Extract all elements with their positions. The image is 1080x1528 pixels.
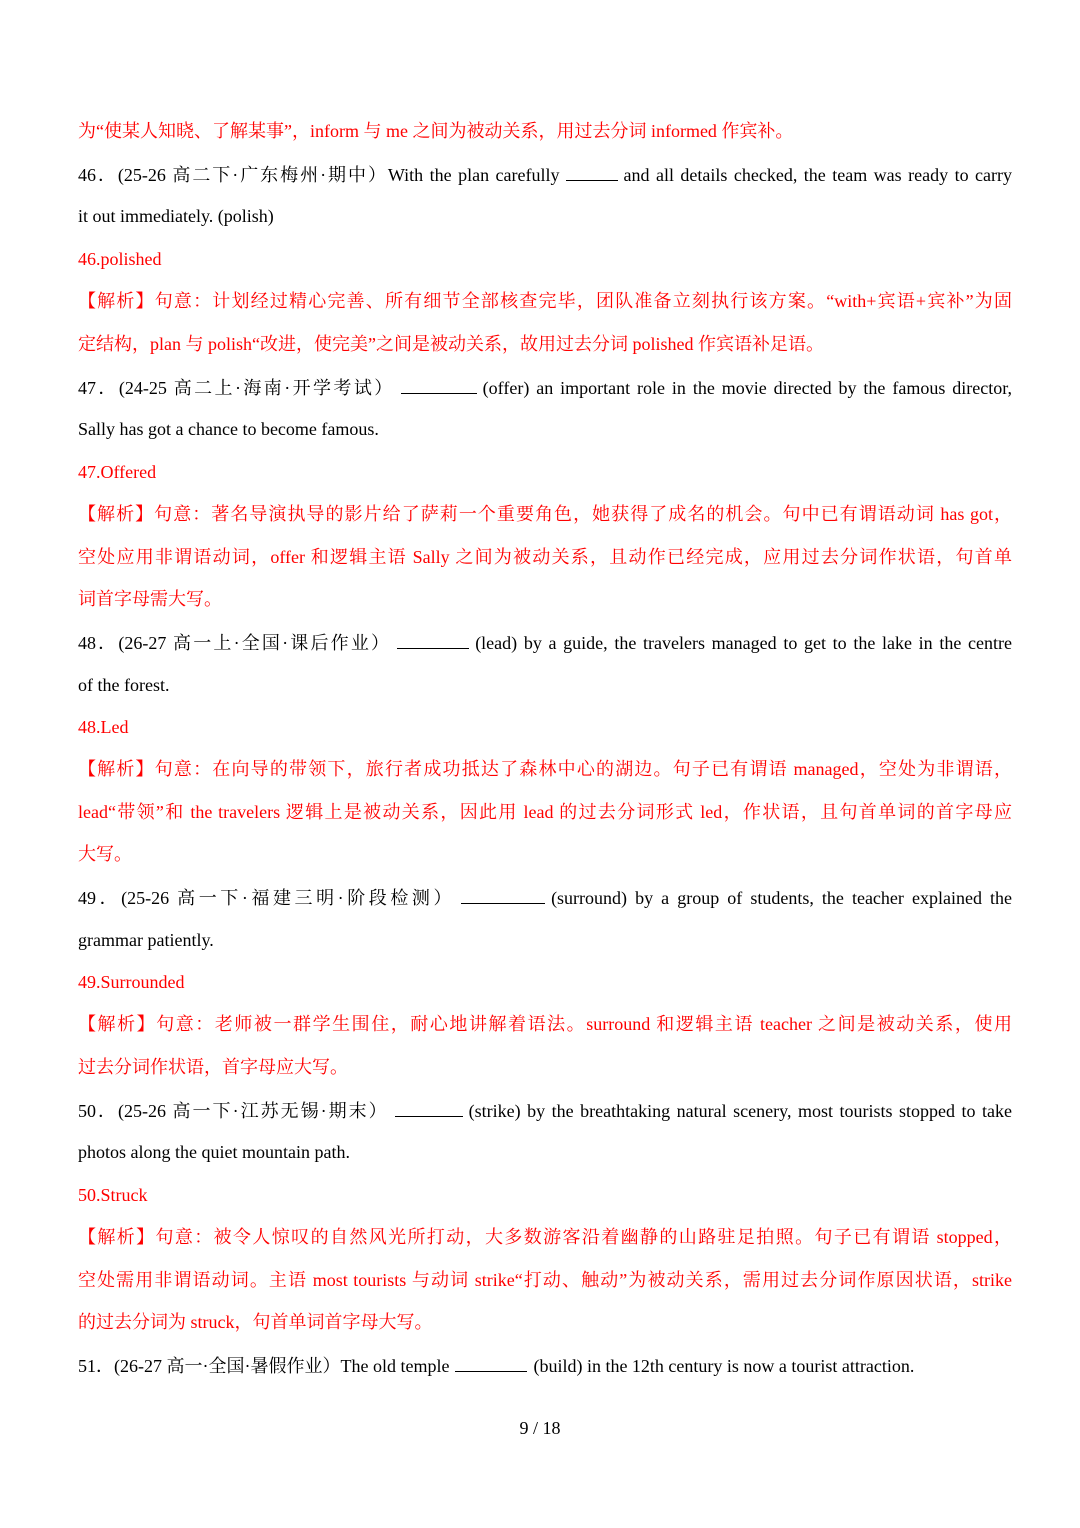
question-50-continued: photos along the quiet mountain path. [78,1142,350,1162]
question-text: 48．(26-27 高一上·全国·课后作业） [78,633,392,653]
analysis-46-line-2: 定结构，plan 与 polish“改进，使完美”之间是被动关系，故用过去分词 polished 作宾语补足语。 [78,334,824,354]
answer-blank [566,162,618,181]
question-text: (surround) by a group of students, the teacher explained the [551,888,1012,908]
analysis-49-line-1: 【解析】句意：老师被一群学生围住，耐心地讲解着语法。surround 和逻辑主语 teacher 之间是被动关系，使用 [78,1014,1012,1034]
question-51 [78,1353,1012,1378]
answer-blank [455,1353,527,1372]
answer-48: 48.Led [78,717,129,737]
analysis-49-line-2: 过去分词作状语，首字母应大写。 [78,1057,348,1077]
question-49-continued: grammar patiently. [78,930,214,950]
question-text: 51．(26-27 高一·全国·暑假作业）The old temple [78,1356,450,1376]
analysis-50-line-2: 空处需用非谓语动词。主语 most tourists 与动词 strike“打动、触动”为被动关系，需用过去分词作原因状语，strike [78,1270,1012,1290]
question-50 [78,1098,1012,1123]
question-text: (build) in the 12th century is now a tourist attraction. [533,1356,915,1376]
question-text: 50．(25-26 高一下·江苏无锡·期末） [78,1101,389,1121]
analysis-47-line-3: 词首字母需大写。 [78,589,222,609]
question-46-continued: it out immediately. (polish) [78,206,274,226]
analysis-48-line-3: 大写。 [78,844,132,864]
analysis-47-line-2: 空处应用非谓语动词，offer 和逻辑主语 Sally 之间为被动关系，且动作已经完成，应用过去分词作状语，句首单 [78,547,1012,567]
analysis-46-line-1: 【解析】句意：计划经过精心完善、所有细节全部核查完毕，团队准备立刻执行该方案。“with+宾语+宾补”为固 [78,291,1012,311]
answer-50: 50.Struck [78,1185,148,1205]
answer-46: 46.polished [78,249,162,269]
analysis-47-line-1: 【解析】句意：著名导演执导的影片给了萨莉一个重要角色，她获得了成名的机会。句中已有谓语动词 has got， [78,504,1012,524]
answer-47: 47.Offered [78,462,157,482]
question-text: (strike) by the breathtaking natural scenery, most tourists stopped to take [468,1101,1012,1121]
question-46 [78,162,1012,187]
page-number: 9 / 18 [519,1418,561,1438]
question-text: 46．(25-26 高二下·广东梅州·期中）With the plan carefully [78,165,560,185]
analysis-48-line-2: lead“带领”和 the travelers 逻辑上是被动关系，因此用 lead 的过去分词形式 led，作状语，且句首单词的首字母应 [78,802,1012,822]
question-47-continued: Sally has got a chance to become famous. [78,419,379,439]
question-text: (offer) an important role in the movie directed by the famous director, [482,378,1012,398]
answer-49: 49.Surrounded [78,972,185,992]
question-text: (lead) by a guide, the travelers managed to get to the lake in the centre [475,633,1012,653]
analysis-50-line-3: 的过去分词为 struck，句首单词首字母大写。 [78,1312,433,1332]
question-49 [78,885,1012,910]
question-text: 47．(24-25 高二上·海南·开学考试） [78,378,395,398]
answer-blank [401,375,477,394]
previous-analysis-tail: 为“使某人知晓、了解某事”，inform 与 me 之间为被动关系，用过去分词 informed 作宾补。 [78,121,794,141]
question-text: and all details checked, the team was ready to carry [623,165,1012,185]
question-48 [78,630,1012,655]
question-48-continued: of the forest. [78,675,170,695]
question-text: 49．(25-26 高一下·福建三明·阶段检测） [78,888,456,908]
analysis-50-line-1: 【解析】句意：被令人惊叹的自然风光所打动，大多数游客沿着幽静的山路驻足拍照。句子已有谓语 stopped， [78,1227,1012,1247]
answer-blank [395,1098,463,1117]
answer-blank [397,630,469,649]
question-47 [78,375,1012,400]
answer-blank [461,885,545,904]
analysis-48-line-1: 【解析】句意：在向导的带领下，旅行者成功抵达了森林中心的湖边。句子已有谓语 managed，空处为非谓语， [78,759,1012,779]
